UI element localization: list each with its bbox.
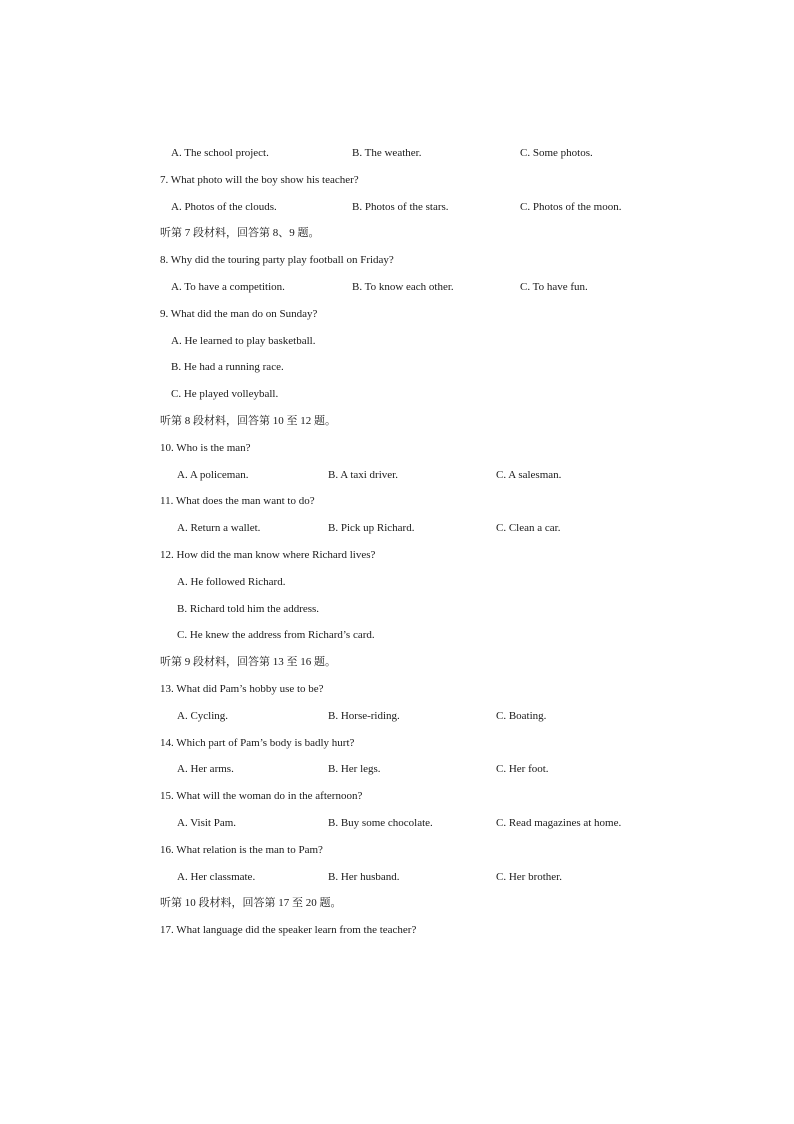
answer-option-c: C. A salesman. bbox=[496, 468, 562, 481]
answer-option-a: A. A policeman. bbox=[177, 468, 249, 481]
answer-option-c: C. Her foot. bbox=[496, 763, 549, 776]
answer-option-b: B. Photos of the stars. bbox=[352, 200, 449, 213]
answer-option-b: B. Her legs. bbox=[328, 763, 381, 776]
question-text: 12. How did the man know where Richard lives? bbox=[160, 549, 376, 561]
answer-option-b: B. Her husband. bbox=[328, 870, 400, 883]
question-text: 16. What relation is the man to Pam? bbox=[160, 843, 323, 856]
section-instruction: 听第 8 段材料，回答第 10 至 12 题。 bbox=[160, 415, 336, 427]
answer-option-a: A. Her arms. bbox=[177, 763, 234, 776]
answer-option-c: C. Some photos. bbox=[520, 147, 593, 159]
section-instruction: 听第 9 段材料，回答第 13 至 16 题。 bbox=[160, 656, 336, 669]
answer-option-a: A. Photos of the clouds. bbox=[171, 200, 277, 213]
answer-option-a: A. The school project. bbox=[171, 147, 269, 159]
answer-option-b: B. Pick up Richard. bbox=[328, 522, 415, 535]
answer-option-a: A. Cycling. bbox=[177, 709, 229, 722]
answer-option-c: C. Read magazines at home. bbox=[496, 817, 622, 829]
question-text: 14. Which part of Pam’s body is badly hurt? bbox=[160, 736, 355, 749]
answer-option: B. He had a running race. bbox=[171, 361, 284, 374]
answer-option-a: A. Visit Pam. bbox=[177, 817, 237, 829]
question-text: 9. What did the man do on Sunday? bbox=[160, 307, 318, 320]
section-instruction: 听第 10 段材料，回答第 17 至 20 题。 bbox=[160, 897, 342, 910]
answer-option-c: C. Boating. bbox=[496, 709, 547, 722]
question-text: 13. What did Pam’s hobby use to be? bbox=[160, 683, 324, 695]
section-instruction: 听第 7 段材料，回答第 8、9 题。 bbox=[160, 227, 320, 240]
question-text: 17. What language did the speaker learn from the teacher? bbox=[160, 924, 417, 937]
answer-option-a: A. Her classmate. bbox=[177, 870, 256, 883]
question-text: 15. What will the woman do in the afternoon? bbox=[160, 790, 363, 803]
answer-option: B. Richard told him the address. bbox=[177, 602, 320, 615]
answer-option-b: B. Buy some chocolate. bbox=[328, 817, 433, 829]
answer-option-a: A. Return a wallet. bbox=[177, 522, 261, 535]
question-text: 10. Who is the man? bbox=[160, 441, 251, 454]
answer-option: C. He knew the address from Richard’s card. bbox=[177, 629, 375, 642]
answer-option-b: B. Horse-riding. bbox=[328, 709, 400, 722]
answer-option-a: A. To have a competition. bbox=[171, 281, 285, 293]
question-text: 7. What photo will the boy show his teacher? bbox=[160, 173, 359, 186]
answer-option-b: B. A taxi driver. bbox=[328, 468, 398, 481]
answer-option-c: C. Photos of the moon. bbox=[520, 200, 622, 213]
answer-option-b: B. To know each other. bbox=[352, 281, 454, 293]
question-text: 8. Why did the touring party play football on Friday? bbox=[160, 254, 394, 267]
answer-option: C. He played volleyball. bbox=[171, 388, 279, 401]
answer-option-c: C. Her brother. bbox=[496, 870, 562, 883]
answer-option-b: B. The weather. bbox=[352, 147, 422, 159]
answer-option: A. He learned to play basketball. bbox=[171, 334, 316, 347]
answer-option-c: C. Clean a car. bbox=[496, 522, 561, 535]
answer-option: A. He followed Richard. bbox=[177, 575, 286, 588]
answer-option-c: C. To have fun. bbox=[520, 281, 588, 293]
question-text: 11. What does the man want to do? bbox=[160, 495, 315, 508]
